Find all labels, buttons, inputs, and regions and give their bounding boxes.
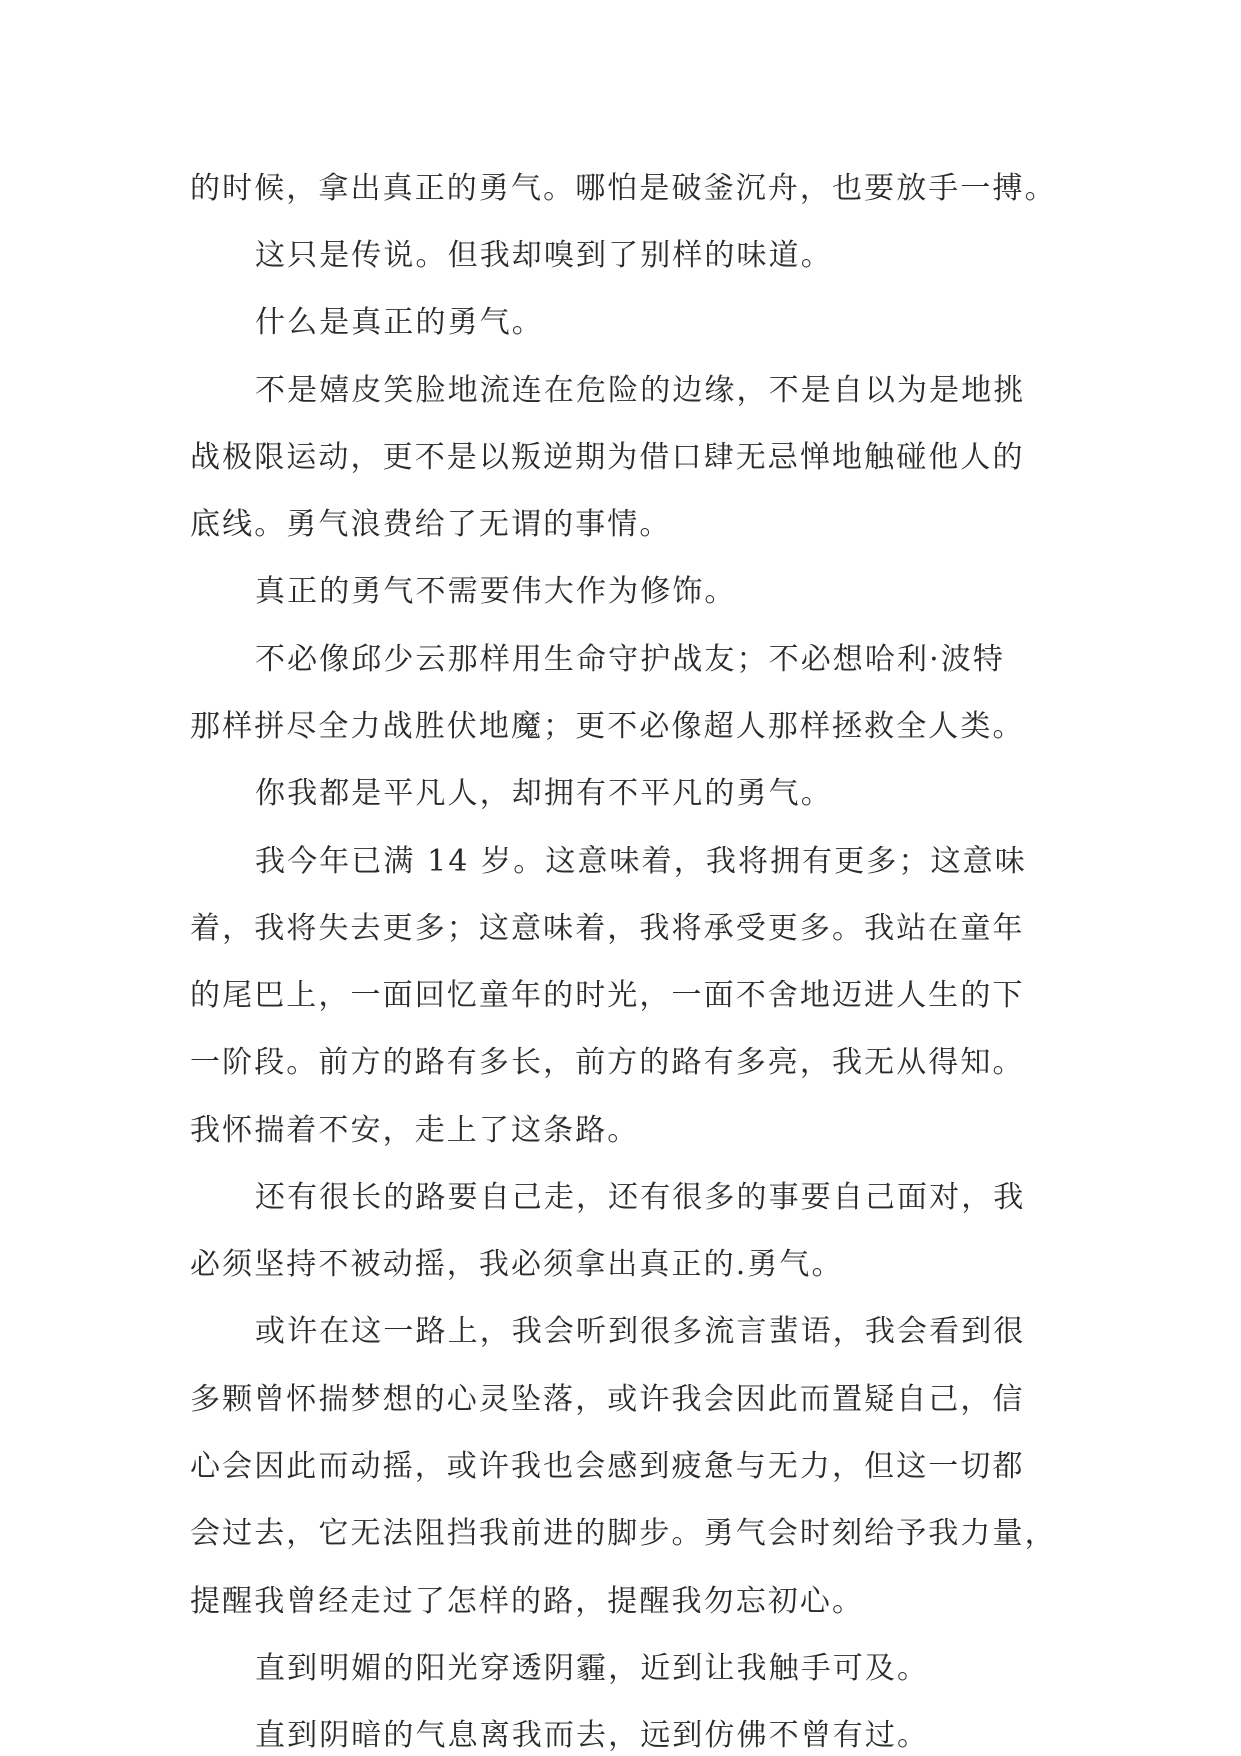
text-line: 底线。勇气浪费给了无谓的事情。 — [190, 507, 672, 542]
text-line: 我今年已满 14 岁。这意味着，我将拥有更多；这意味 — [255, 844, 1027, 879]
text-line: 的时候，拿出真正的勇气。哪怕是破釜沉舟，也要放手一搏。 — [190, 171, 1057, 206]
text-line: 我怀揣着不安，走上了这条路。 — [190, 1113, 640, 1148]
text-line: 或许在这一路上，我会听到很多流言蜚语，我会看到很 — [255, 1314, 1026, 1349]
text-line: 什么是真正的勇气。 — [255, 305, 544, 340]
text-line: 真正的勇气不需要伟大作为修饰。 — [255, 574, 737, 609]
text-line: 一阶段。前方的路有多长，前方的路有多亮，我无从得知。 — [190, 1045, 1025, 1080]
text-line: 着，我将失去更多；这意味着，我将承受更多。我站在童年 — [190, 911, 1025, 946]
text-line: 这只是传说。但我却嗅到了别样的味道。 — [255, 238, 833, 273]
text-line: 还有很长的路要自己走，还有很多的事要自己面对，我 — [255, 1180, 1026, 1215]
text-line: 不是嬉皮笑脸地流连在危险的边缘，不是自以为是地挑 — [255, 373, 1026, 408]
text-line: 心会因此而动摇，或许我也会感到疲惫与无力，但这一切都 — [190, 1449, 1025, 1484]
text-line: 多颗曾怀揣梦想的心灵坠落，或许我会因此而置疑自己，信 — [190, 1382, 1025, 1417]
text-line: 的尾巴上，一面回忆童年的时光，一面不舍地迈进人生的下 — [190, 978, 1025, 1013]
text-line: 不必像邱少云那样用生命守护战友；不必想哈利·波特 — [255, 642, 1005, 677]
text-line: 战极限运动，更不是以叛逆期为借口肆无忌惮地触碰他人的 — [190, 440, 1025, 475]
text-line: 那样拼尽全力战胜伏地魔；更不必像超人那样拯救全人类。 — [190, 709, 1025, 744]
text-line: 提醒我曾经走过了怎样的路，提醒我勿忘初心。 — [190, 1584, 865, 1619]
text-line: 会过去，它无法阻挡我前进的脚步。勇气会时刻给予我力量， — [190, 1516, 1057, 1551]
text-line: 直到阴暗的气息离我而去，远到仿佛不曾有过。 — [255, 1718, 930, 1753]
text-line: 你我都是平凡人，却拥有不平凡的勇气。 — [255, 776, 833, 811]
text-line: 直到明媚的阳光穿透阴霾，近到让我触手可及。 — [255, 1651, 930, 1686]
text-line: 必须坚持不被动摇，我必须拿出真正的.勇气。 — [190, 1247, 844, 1282]
